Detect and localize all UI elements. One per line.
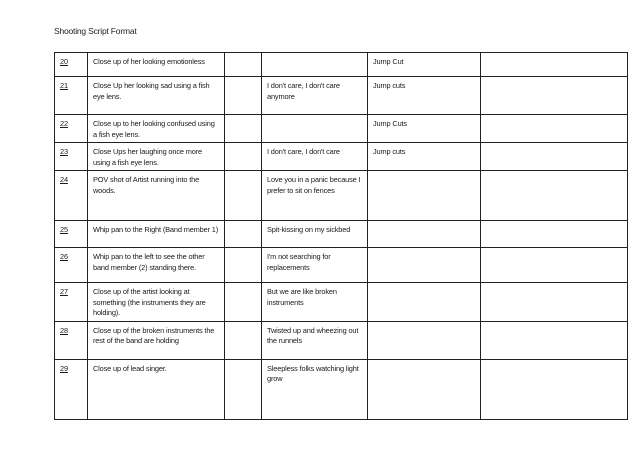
shot-description-cell: Close up of lead singer. xyxy=(88,359,225,419)
editing-cell xyxy=(368,359,481,419)
shot-number-cell: 23 xyxy=(55,143,88,171)
empty-cell xyxy=(481,115,628,143)
empty-cell xyxy=(225,77,262,115)
shot-description-cell: Close up to her looking confused using a fish eye lens. xyxy=(88,115,225,143)
shot-description-cell: Whip pan to the left to see the other band member (2) standing there. xyxy=(88,248,225,283)
shot-number-cell: 26 xyxy=(55,248,88,283)
lyrics-cell: But we are like broken instruments xyxy=(262,283,368,322)
empty-cell xyxy=(481,221,628,248)
empty-cell xyxy=(481,359,628,419)
shot-description-cell: POV shot of Artist running into the woods. xyxy=(88,171,225,221)
empty-cell xyxy=(225,321,262,359)
empty-cell xyxy=(481,143,628,171)
editing-cell xyxy=(368,321,481,359)
shot-number-cell: 24 xyxy=(55,171,88,221)
table-row xyxy=(55,221,628,248)
shot-description-cell: Close Ups her laughing once more using a fish eye lens. xyxy=(88,143,225,171)
table-row xyxy=(55,321,628,359)
shot-description-cell: Close up of the broken instruments the rest of the band are holding xyxy=(88,321,225,359)
lyrics-cell xyxy=(262,115,368,143)
empty-cell xyxy=(225,283,262,322)
editing-cell xyxy=(368,248,481,283)
lyrics-cell: I don't care, I don't care anymore xyxy=(262,77,368,115)
editing-cell xyxy=(368,221,481,248)
table-row xyxy=(55,77,628,115)
editing-cell xyxy=(368,171,481,221)
shot-number-cell: 27 xyxy=(55,283,88,322)
shooting-script-table xyxy=(54,52,628,420)
empty-cell xyxy=(225,115,262,143)
editing-cell: Jump Cuts xyxy=(368,115,481,143)
editing-cell: Jump cuts xyxy=(368,143,481,171)
shot-number-cell: 29 xyxy=(55,359,88,419)
table-row xyxy=(55,143,628,171)
empty-cell xyxy=(225,53,262,77)
table-row xyxy=(55,53,628,77)
empty-cell xyxy=(481,171,628,221)
table-row xyxy=(55,171,628,221)
table-row xyxy=(55,283,628,322)
table-row xyxy=(55,359,628,419)
shot-description-cell: Close Up her looking sad using a fish eye lens. xyxy=(88,77,225,115)
editing-cell: Jump cuts xyxy=(368,77,481,115)
empty-cell xyxy=(225,221,262,248)
lyrics-cell: Sleepless folks watching light grow xyxy=(262,359,368,419)
shot-number-cell: 25 xyxy=(55,221,88,248)
shot-number-cell: 22 xyxy=(55,115,88,143)
shot-description-cell: Close up of the artist looking at something (the instruments they are holding). xyxy=(88,283,225,322)
table-row xyxy=(55,248,628,283)
shot-number-cell: 21 xyxy=(55,77,88,115)
empty-cell xyxy=(225,143,262,171)
shot-number-cell: 28 xyxy=(55,321,88,359)
document-title: Shooting Script Format xyxy=(54,26,137,36)
empty-cell xyxy=(225,248,262,283)
table-row xyxy=(55,115,628,143)
lyrics-cell xyxy=(262,53,368,77)
shot-description-cell: Close up of her looking emotionless xyxy=(88,53,225,77)
empty-cell xyxy=(225,359,262,419)
empty-cell xyxy=(225,171,262,221)
editing-cell: Jump Cut xyxy=(368,53,481,77)
lyrics-cell: I'm not searching for replacements xyxy=(262,248,368,283)
empty-cell xyxy=(481,53,628,77)
lyrics-cell: Twisted up and wheezing out the runnels xyxy=(262,321,368,359)
lyrics-cell: Spit-kissing on my sickbed xyxy=(262,221,368,248)
shot-description-cell: Whip pan to the Right (Band member 1) xyxy=(88,221,225,248)
shot-number-cell: 20 xyxy=(55,53,88,77)
empty-cell xyxy=(481,77,628,115)
empty-cell xyxy=(481,248,628,283)
empty-cell xyxy=(481,321,628,359)
editing-cell xyxy=(368,283,481,322)
empty-cell xyxy=(481,283,628,322)
lyrics-cell: I don't care, I don't care xyxy=(262,143,368,171)
lyrics-cell: Love you in a panic because I prefer to sit on fences xyxy=(262,171,368,221)
